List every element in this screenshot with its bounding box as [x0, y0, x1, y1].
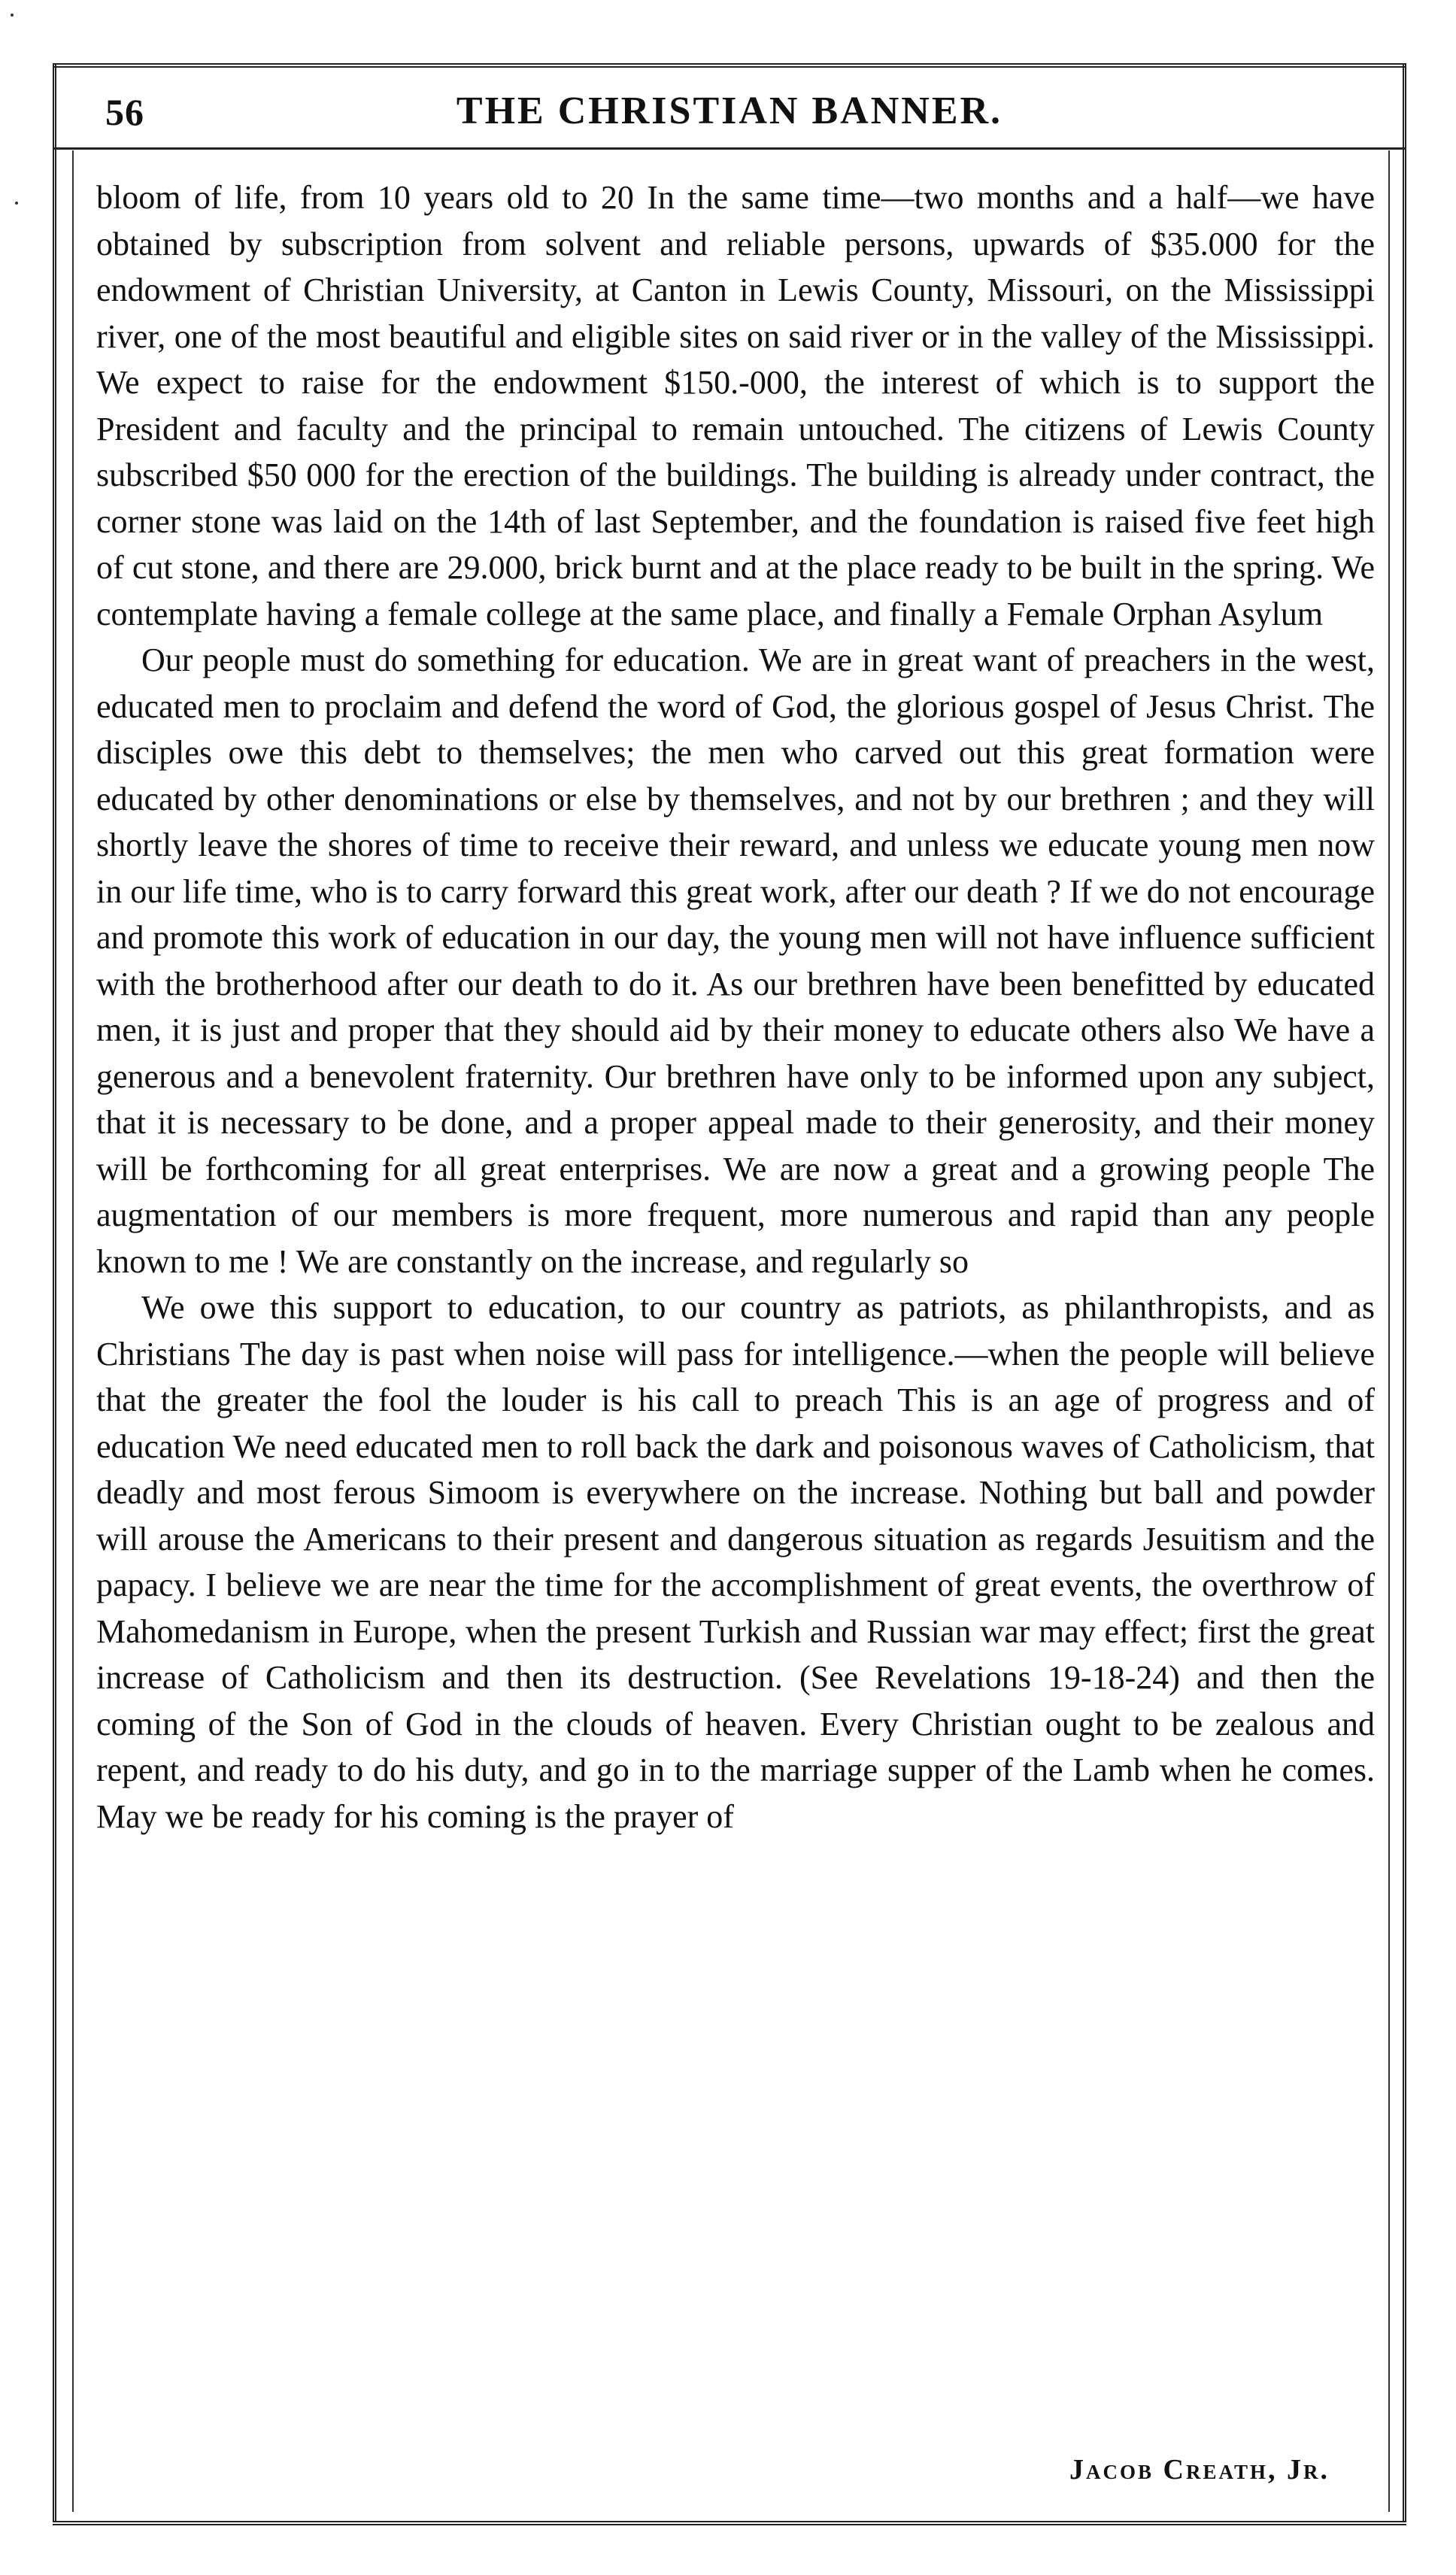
margin-speck — [11, 14, 14, 17]
author-signature: Jacob Creath, Jr. — [1069, 2454, 1330, 2486]
bottom-double-rule — [53, 2521, 1406, 2525]
article-body — [96, 174, 1375, 1840]
paragraph-duty-and-prophecy: We owe this support to education, to our country as patriots, as philanthropists, and as Christians The day is past when noise will pass for intelligence.—when the people will believe that the greater the fool the louder is his call to preach This is an age of progress and of education We need educated men to roll back the dark and poisonous waves of Catholicism, that deadly and most ferous Simoom is everywhere on the increase. Nothing but ball and powder will arouse the Americans to their present and dangerous situation as regards Jesuitism and the papacy. I believe we are near the time for the accomplishment of great events, the overthrow of Mahomedanism in Europe, when the present Turkish and Russian war may effect; first the great increase of Catholicism and then its destruction. (See Revelations 19-18-24) and then the coming of the Son of God in the clouds of heaven. Every Christian ought to be zealous and repent, and ready to do his duty, and go in to the marriage supper of the Lamb when he comes. May we be ready for his coming is the prayer of — [96, 1289, 1375, 1835]
paragraph-endowment: bloom of life, from 10 years old to 20 In the same time—two months and a half—we have obtained by subscription from solvent and reliable persons, upwards of $35.000 for the endowment of Christian University, at Canton in Lewis County, Missouri, on the Mississippi river, one of the most beautiful and eligible sites on said river or in the valley of the Mississippi. We expect to raise for the endowment $150.-000, the interest of which is to support the President and faculty and the principal to remain untouched. The citizens of Lewis County subscribed $50 000 for the erection of the buildings. The building is already under contract, the corner stone was laid on the 14th of last September, and the foundation is raised five feet high of cut stone, and there are 29.000, brick burnt and at the place ready to be built in the spring. We contemplate having a female college at the same place, and finally a Female Orphan Asylum — [96, 179, 1375, 632]
inner-left-rule — [72, 150, 74, 2512]
page-number: 56 — [105, 91, 144, 133]
paragraph-education-need: Our people must do something for education. We are in great want of preachers in the west, educated men to proclaim and defend the word of God, the glorious gospel of Jesus Christ. The disciples owe this debt to themselves; the men who carved out this great formation were educated by other denominations or else by themselves, and not by our brethren ; and they will shortly leave the shores of time to receive their reward, and unless we educate young men now in our life time, who is to carry forward this great work, after our death ? If we do not encourage and promote this work of education in our day, the young men will not have influence sufficient with the brotherhood after our death to do it. As our brethren have been benefitted by educated men, it is just and proper that they should aid by their money to educate others also We have a generous and a benevolent fraternity. Our brethren have only to be informed upon any subject, that it is necessary to be done, and a proper appeal made to their generosity, and their money will be forthcoming for all great enterprises. We are now a great and a growing people The augmentation of our members is more frequent, more numerous and rapid than any people known to me ! We are constantly on the increase, and regularly so — [96, 641, 1375, 1280]
inner-right-rule — [1388, 150, 1390, 2512]
page-header — [83, 83, 1376, 143]
header-underline-rule — [53, 147, 1406, 150]
margin-speck — [15, 202, 18, 205]
running-title: THE CHRISTIAN BANNER. — [456, 89, 1003, 132]
